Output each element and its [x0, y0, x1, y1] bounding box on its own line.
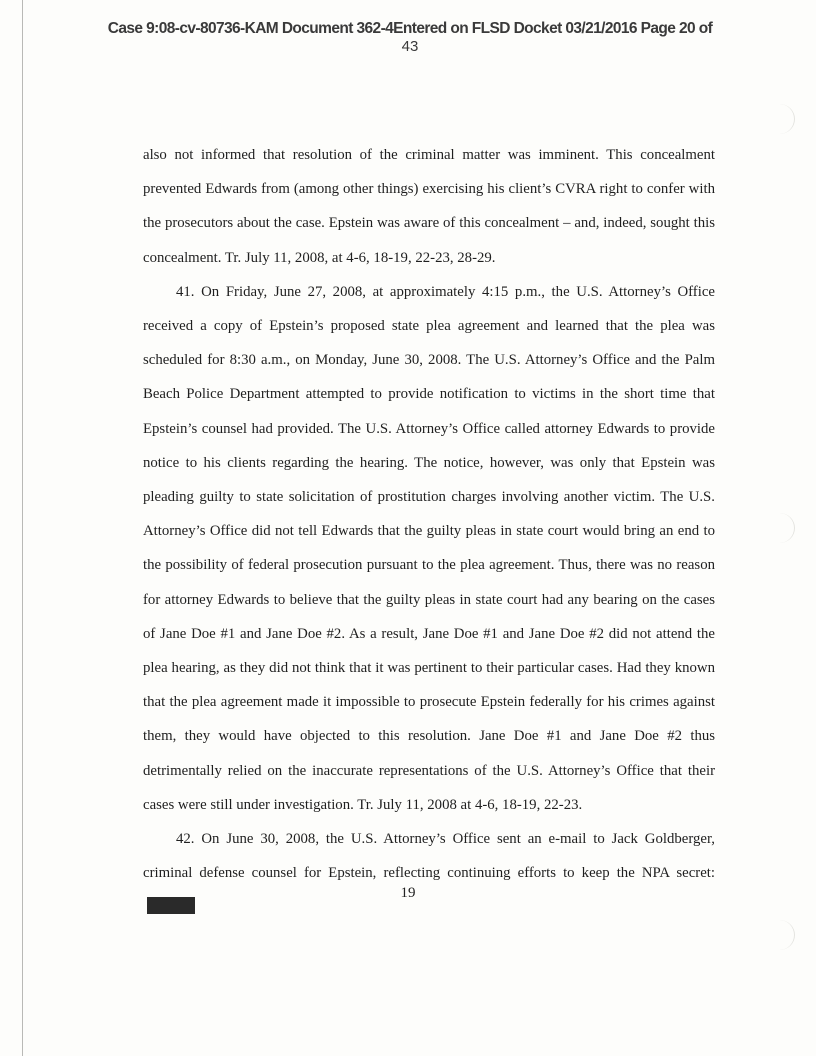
page-number: 19	[400, 885, 416, 901]
scan-artifact	[764, 513, 795, 543]
paragraph-42	[143, 822, 715, 925]
scan-artifact	[764, 920, 795, 950]
case-header-line: Case 9:08-cv-80736-KAM Document 362-4Entered on FLSD Docket 03/21/2016 Page 20 of	[107, 20, 713, 37]
paragraph-42-text: 42. On June 30, 2008, the U.S. Attorney’s Office sent an e-mail to Jack Goldberger, criminal defense counsel for Epstein, reflecting continuing efforts to keep the NPA secret:	[143, 831, 715, 882]
case-header-page-total: 43	[401, 38, 419, 55]
case-header	[60, 20, 760, 56]
body-text	[143, 138, 715, 925]
paragraph-41: 41. On Friday, June 27, 2008, at approximately 4:15 p.m., the U.S. Attorney’s Office received a copy of Epstein’s proposed state plea agreement and learned that the plea was scheduled for 8:30 a.m., on Monday, June 30, 2008. The U.S. Attorney’s Office and the Palm Beach Police Department attempted to provide notification to victims in the short time that Epstein’s counsel had provided. The U.S. Attorney’s Office called attorney Edwards to provide notice to his clients regarding the hearing. The notice, however, was only that Epstein was pleading guilty to state solicitation of prostitution charges involving another victim. The U.S. Attorney’s Office did not tell Edwards that the guilty pleas in state court would bring an end to the possibility of federal prosecution pursuant to the plea agreement. Thus, there was no reason for attorney Edwards to believe that the guilty pleas in state court had any bearing on the cases of Jane Doe #1 and Jane Doe #2. As a result, Jane Doe #1 and Jane Doe #2 did not attend the plea hearing, as they did not think that it was pertinent to their particular cases. Had they known that the plea agreement made it impossible to prosecute Epstein federally for his crimes against them, they would have objected to this resolution. Jane Doe #1 and Jane Doe #2 thus detrimentally relied on the inaccurate representations of the U.S. Attorney’s Office that their cases were still under investigation. Tr. July 11, 2008 at 4-6, 18-19, 22-23.	[143, 283, 715, 813]
paragraph-continuation: also not informed that resolution of the criminal matter was imminent. This concealment prevented Edwards from (among other things) exercising his client’s CVRA right to confer with the prosecutors about the case. Epstein was aware of this concealment – and, indeed, sought this concealment. Tr. July 11, 2008, at 4-6, 18-19, 22-23, 28-29.	[143, 147, 715, 266]
scan-artifact	[764, 104, 795, 134]
